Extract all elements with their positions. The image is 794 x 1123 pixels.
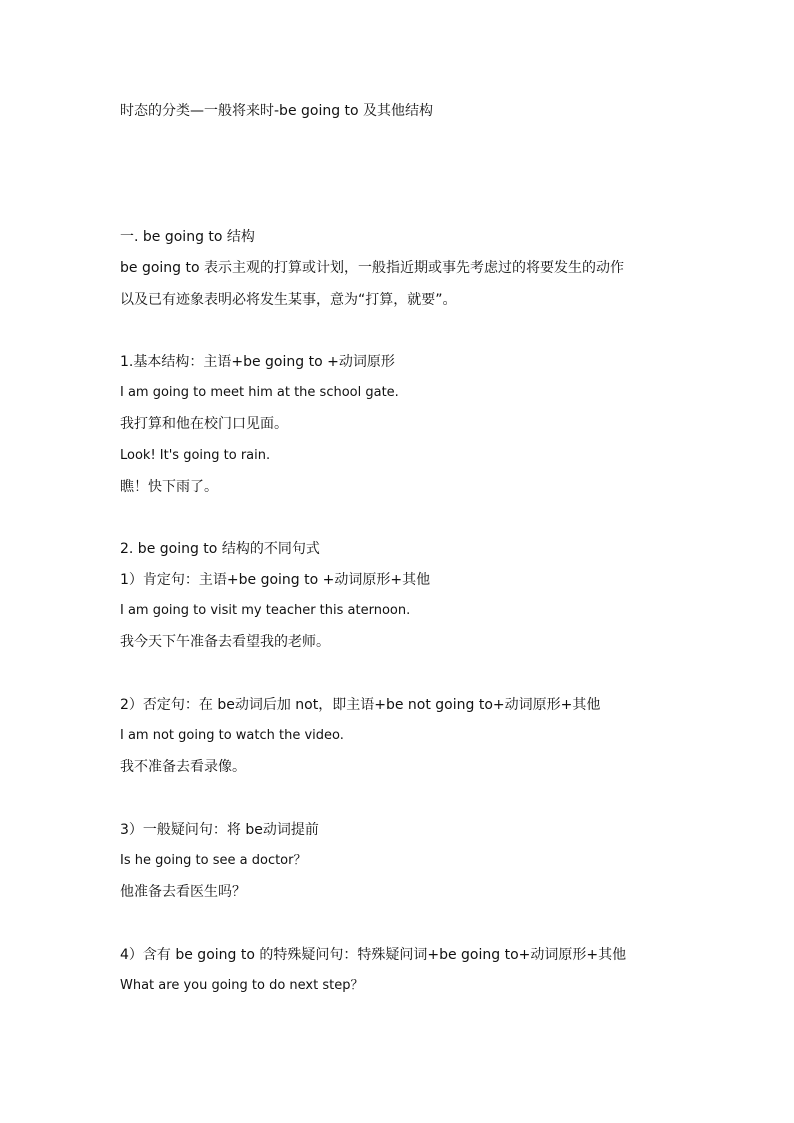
basic-structure-heading: 1.基本结构：主语+be going to +动词原形 bbox=[120, 354, 395, 370]
example-english: Is he going to see a doctor？ bbox=[120, 853, 307, 868]
general-question-rule: 3）一般疑问句：将 be动词提前 bbox=[120, 822, 319, 838]
example-chinese: 我今天下午准备去看望我的老师。 bbox=[120, 634, 330, 650]
example-chinese: 我不准备去看录像。 bbox=[120, 759, 246, 775]
example-english: I am not going to watch the video. bbox=[120, 728, 344, 743]
example-english: What are you going to do next step？ bbox=[120, 978, 364, 993]
affirmative-rule: 1）肯定句：主语+be going to +动词原形+其他 bbox=[120, 572, 431, 588]
example-chinese: 我打算和他在校门口见面。 bbox=[120, 416, 288, 432]
negative-rule: 2）否定句：在 be动词后加 not，即主语+be not going to+动词原形+其他 bbox=[120, 697, 601, 713]
example-english: Look! It's going to rain. bbox=[120, 448, 271, 463]
example-chinese: 他准备去看医生吗？ bbox=[120, 884, 246, 900]
example-english: I am going to visit my teacher this aternoon. bbox=[120, 603, 411, 618]
document-title: 时态的分类—一般将来时-be going to 及其他结构 bbox=[120, 103, 434, 119]
example-chinese: 瞧！快下雨了。 bbox=[120, 479, 218, 495]
sentence-forms-heading: 2. be going to 结构的不同句式 bbox=[120, 541, 320, 557]
section-description-continued: 以及已有迹象表明必将发生某事，意为“打算，就要”。 bbox=[120, 292, 457, 308]
section-heading: 一. be going to 结构 bbox=[120, 229, 255, 245]
section-description: be going to 表示主观的打算或计划，一般指近期或事先考虑过的将要发生的动作 bbox=[120, 260, 625, 276]
example-english: I am going to meet him at the school gate. bbox=[120, 385, 399, 400]
special-question-rule: 4）含有 be going to 的特殊疑问句：特殊疑问词+be going to+动词原形+其他 bbox=[120, 947, 627, 963]
